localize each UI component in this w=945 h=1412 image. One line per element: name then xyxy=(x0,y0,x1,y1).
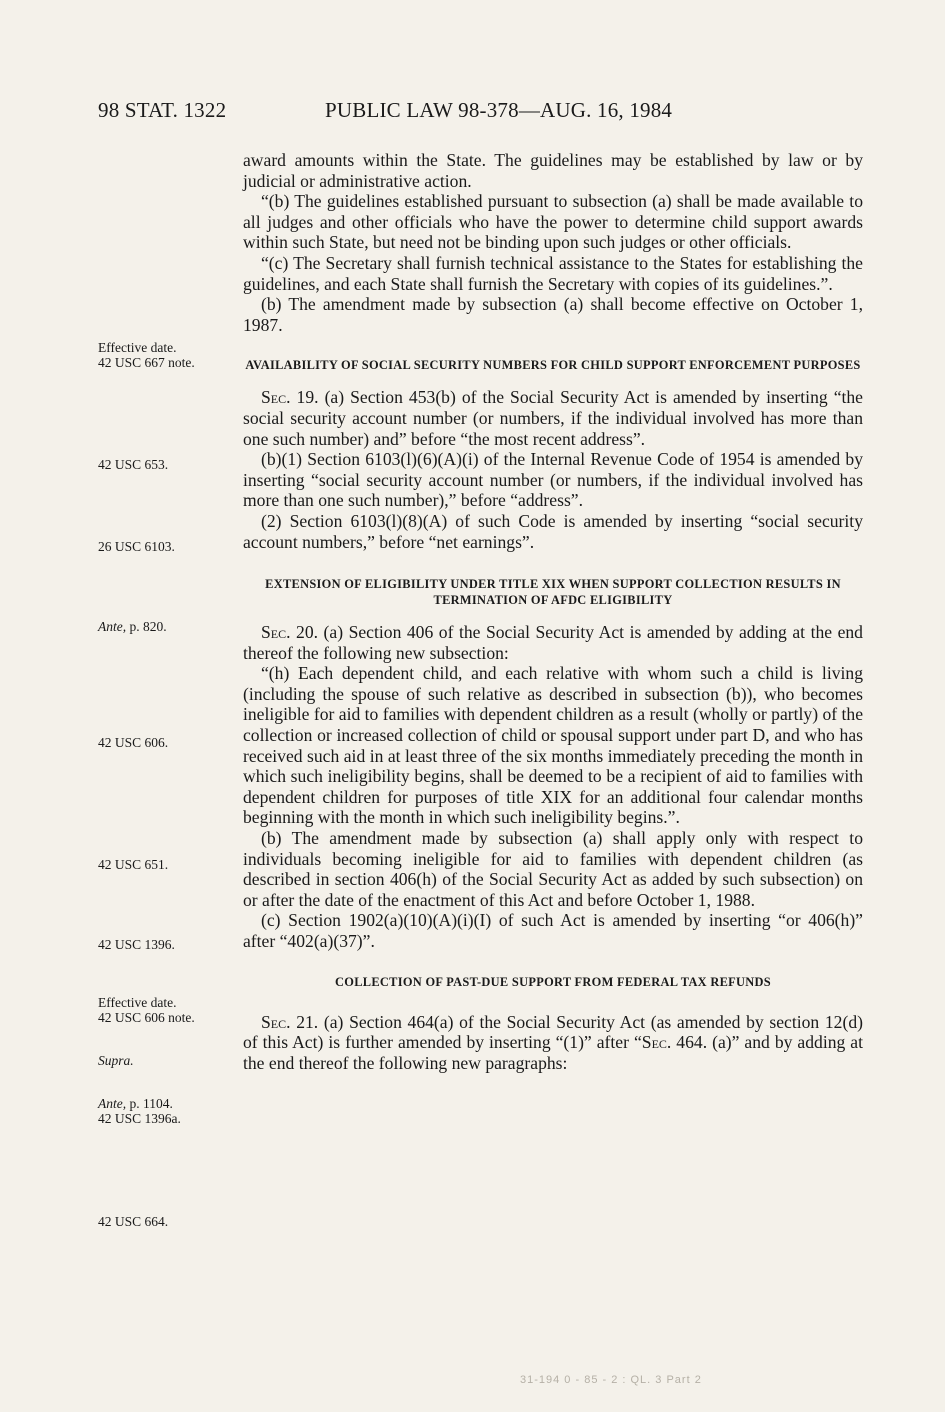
section-heading: COLLECTION OF PAST-DUE SUPPORT FROM FEDERAL TAX REFUNDS xyxy=(335,974,771,989)
margin-note-supra: Supra. xyxy=(98,1053,134,1068)
section-label: Sec. 19. xyxy=(261,387,319,408)
section-label: Sec. 20. xyxy=(261,622,319,643)
paragraph: Sec. 19. (a) Section 453(b) of the Social Security Act is amended by inserting “the social security account number (or numbers, if the individual involved has more than one such number) and” before “the most recent address”. xyxy=(243,387,863,449)
margin-note-42usc664: 42 USC 664. xyxy=(98,1214,169,1229)
law-title: PUBLIC LAW 98-378—AUG. 16, 1984 xyxy=(325,98,673,122)
paragraph: award amounts within the State. The guidelines may be established by law or by judicial or administrative action. xyxy=(243,150,863,191)
document-body xyxy=(243,150,863,1073)
paragraph: (b) The amendment made by subsection (a) shall apply only with respect to individuals becoming ineligible for aid to families with dependent children (as described in section 406(h) of the Social Security Act as added by such subsection) on or after the date of the enactment of this Act and before October 1, 1988. xyxy=(243,828,863,910)
paragraph: (c) Section 1902(a)(10)(A)(i)(I) of such Act is amended by inserting “or 406(h)” after “402(a)(37)”. xyxy=(243,910,863,951)
paragraph: Sec. 20. (a) Section 406 of the Social Security Act is amended by adding at the end thereof the following new subsection: xyxy=(243,622,863,663)
print-footer: 31-194 0 - 85 - 2 : QL. 3 Part 2 xyxy=(520,1374,702,1386)
page-reference: 98 STAT. 1322 xyxy=(98,98,227,122)
paragraph: “(h) Each dependent child, and each relative with whom such a child is living (including the spouse of such relative as described in subsection (b)), who becomes ineligible for aid to families with dependent children as a result (wholly or partly) of the collection or increased collection of child or spousal support under part D, and who has received such aid in at least three of the six months immediately preceding the month in which such ineligibility begins, shall be deemed to be a recipient of aid to families with dependent children for purposes of title XIX for an additional four calendar months beginning with the month in which such ineligibility begins.”. xyxy=(243,663,863,828)
paragraph: “(c) The Secretary shall furnish technical assistance to the States for establishing the guidelines, and each State shall furnish the Secretary with copies of its guidelines.”. xyxy=(243,252,863,294)
margin-note-42usc1396a: 42 USC 1396a. xyxy=(98,1111,181,1126)
margin-note-42usc653: 42 USC 653. xyxy=(98,457,169,472)
paragraph: (b) The amendment made by subsection (a) shall become effective on October 1, 1987. xyxy=(243,294,863,335)
section-label: Sec. 21. xyxy=(261,1011,319,1032)
section-heading: EXTENSION OF ELIGIBILITY UNDER TITLE XIX WHEN SUPPORT COLLECTION RESULTS IN TERMINATION OF AFDC ELIGIBILITY xyxy=(265,577,841,608)
paragraph: (b)(1) Section 6103(l)(6)(A)(i) of the Internal Revenue Code of 1954 is amended by inserting “social security account number (or numbers, if the individual involved has more than one such number),” before “address”. xyxy=(243,449,863,511)
margin-note-ante-820: Ante, p. 820. xyxy=(98,619,167,634)
margin-note-42usc606: 42 USC 606. xyxy=(98,735,169,750)
margin-note-42usc1396: 42 USC 1396. xyxy=(98,937,175,952)
paragraph: “(b) The guidelines established pursuant to subsection (a) shall be made available to all judges and other officials who have the power to determine child support awards within such State, but need not be binding upon such judges or other officials. xyxy=(243,191,863,253)
margin-note-26usc6103: 26 USC 6103. xyxy=(98,539,175,554)
paragraph: Sec. 21. (a) Section 464(a) of the Social Security Act (as amended by section 12(d) of this Act) is further amended by inserting “(1)” after “Sec. 464. (a)” and by adding at the end thereof the following new paragraphs: xyxy=(243,1011,863,1073)
margin-note-effective-date: Effective date. xyxy=(98,340,177,355)
paragraph: (2) Section 6103(l)(8)(A) of such Code is amended by inserting “social security account numbers,” before “net earnings”. xyxy=(243,510,863,552)
margin-note-42usc667: 42 USC 667 note. xyxy=(98,355,195,370)
margin-note-effective-date-2: Effective date. xyxy=(98,995,177,1010)
margin-note-42usc651: 42 USC 651. xyxy=(98,857,169,872)
section-heading: AVAILABILITY OF SOCIAL SECURITY NUMBERS FOR CHILD SUPPORT ENFORCEMENT PURPOSES xyxy=(245,358,861,373)
margin-note-42usc606-note: 42 USC 606 note. xyxy=(98,1010,195,1025)
margin-note-ante-1104: Ante, p. 1104. xyxy=(98,1096,173,1111)
